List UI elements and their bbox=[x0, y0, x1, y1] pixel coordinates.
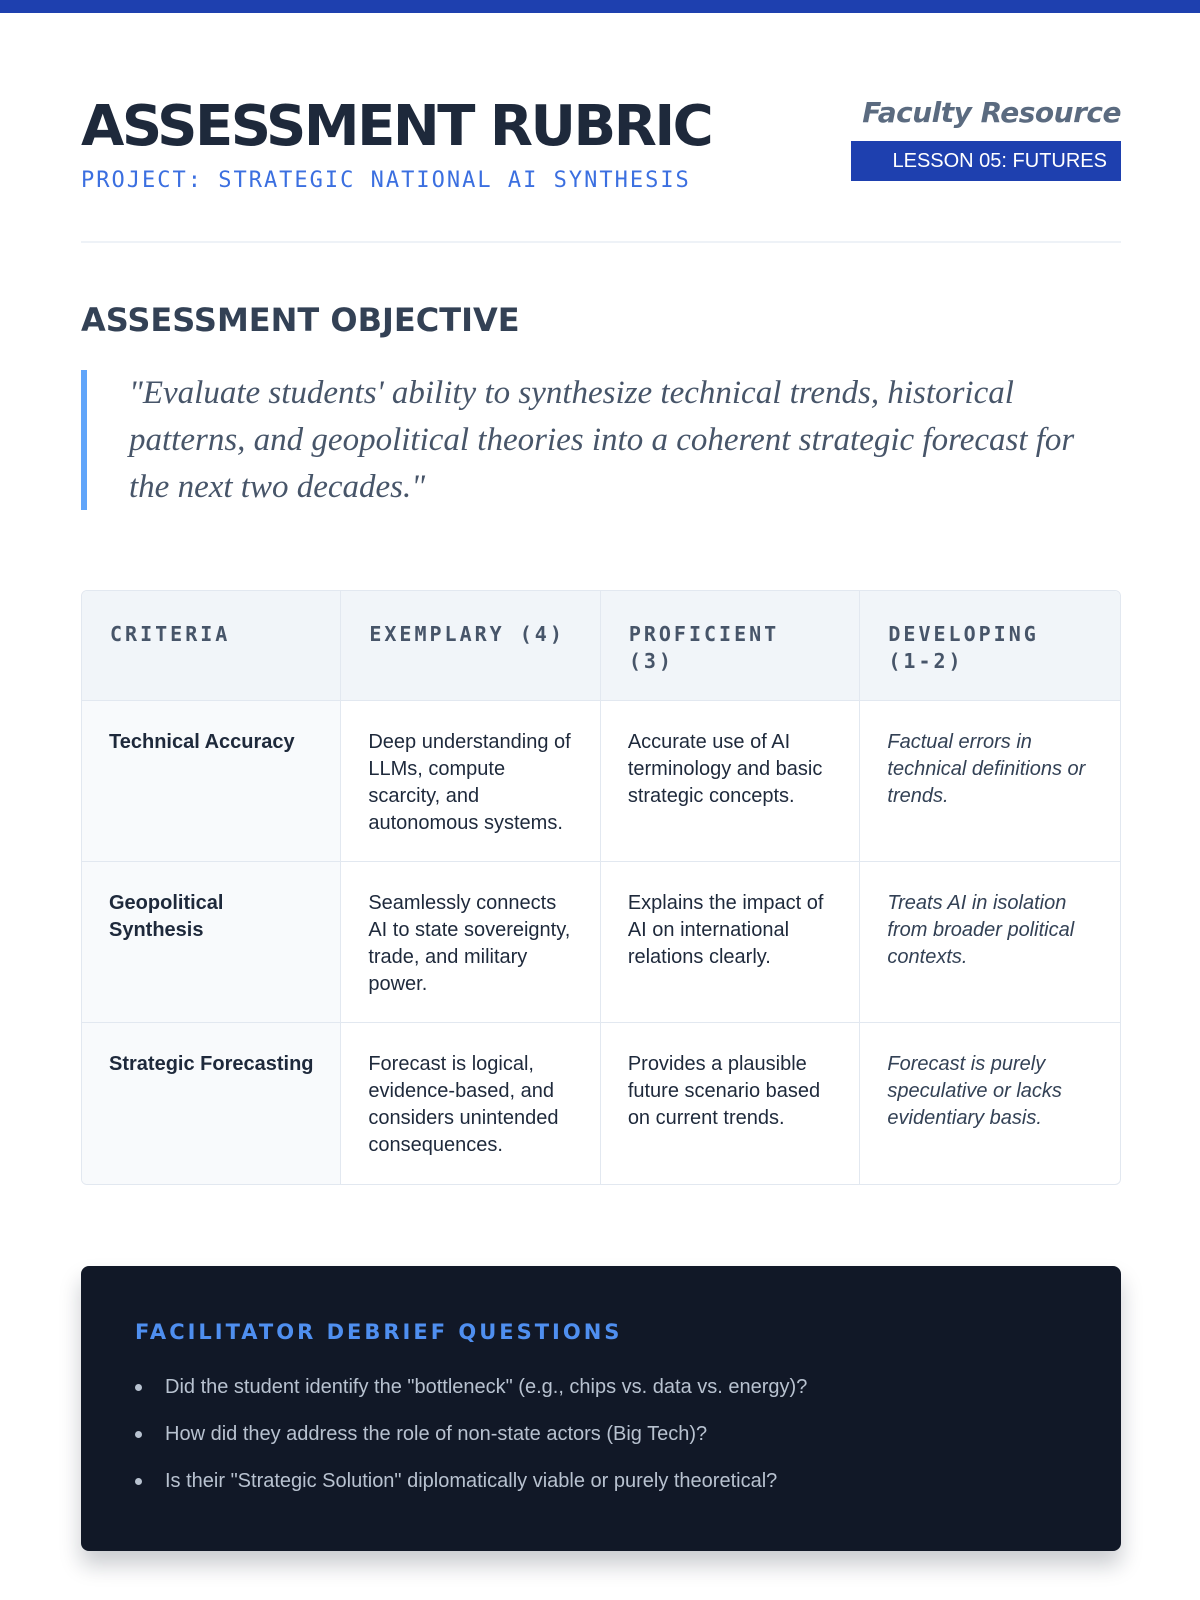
proficient-cell: Accurate use of AI terminology and basic strategic concepts. bbox=[601, 701, 861, 862]
debrief-question-list bbox=[135, 1372, 1067, 1513]
table-row bbox=[82, 1023, 1120, 1184]
column-header-exemplary: EXEMPLARY (4) bbox=[341, 591, 600, 701]
criterion-cell: Technical Accuracy bbox=[82, 701, 341, 862]
rubric-table bbox=[81, 590, 1121, 1185]
objective-heading: ASSESSMENT OBJECTIVE bbox=[81, 301, 520, 339]
project-subtitle: PROJECT: STRATEGIC NATIONAL AI SYNTHESIS bbox=[81, 168, 691, 193]
column-header-criteria: CRITERIA bbox=[82, 591, 341, 701]
debrief-title: FACILITATOR DEBRIEF QUESTIONS bbox=[135, 1320, 623, 1344]
proficient-cell: Explains the impact of AI on international relations clearly. bbox=[601, 862, 861, 1023]
criterion-cell: Geopolitical Synthesis bbox=[82, 862, 341, 1023]
list-item bbox=[135, 1372, 1067, 1419]
objective-quote-text: "Evaluate students' ability to synthesize technical trends, historical patterns, and geopolitical theories into a coherent strategic forecast for the next two decades." bbox=[129, 375, 1075, 505]
top-accent-bar bbox=[0, 0, 1200, 13]
exemplary-cell: Forecast is logical, evidence-based, and considers unintended consequences. bbox=[341, 1023, 600, 1184]
faculty-resource-label: Faculty Resource bbox=[862, 96, 1121, 129]
debrief-question: How did they address the role of non-state actors (Big Tech)? bbox=[165, 1423, 708, 1445]
criterion-cell: Strategic Forecasting bbox=[82, 1023, 341, 1184]
header bbox=[81, 92, 1121, 242]
exemplary-cell: Deep understanding of LLMs, compute scarcity, and autonomous systems. bbox=[341, 701, 600, 862]
developing-cell: Treats AI in isolation from broader political contexts. bbox=[860, 862, 1120, 1023]
proficient-cell: Provides a plausible future scenario based on current trends. bbox=[601, 1023, 861, 1184]
list-item bbox=[135, 1466, 1067, 1513]
developing-cell: Forecast is purely speculative or lacks evidentiary basis. bbox=[887, 1053, 1062, 1129]
list-item bbox=[135, 1419, 1067, 1466]
header-divider bbox=[81, 241, 1121, 243]
table-row bbox=[82, 701, 1120, 862]
debrief-question: Did the student identify the "bottleneck" (e.g., chips vs. data vs. energy)? bbox=[165, 1376, 808, 1398]
bullet-icon bbox=[135, 1431, 142, 1438]
debrief-panel bbox=[81, 1266, 1121, 1551]
rubric-header-row bbox=[82, 591, 1120, 701]
debrief-question: Is their "Strategic Solution" diplomatically viable or purely theoretical? bbox=[165, 1470, 778, 1492]
page-title: ASSESSMENT RUBRIC bbox=[81, 94, 712, 159]
bullet-icon bbox=[135, 1478, 142, 1485]
developing-cell: Factual errors in technical definitions or trends. bbox=[860, 701, 1120, 862]
objective-quote bbox=[81, 370, 1121, 510]
lesson-badge: LESSON 05: FUTURES bbox=[851, 141, 1121, 181]
table-row bbox=[82, 862, 1120, 1023]
column-header-developing: DEVELOPING (1-2) bbox=[860, 591, 1120, 701]
bullet-icon bbox=[135, 1384, 142, 1391]
exemplary-cell: Seamlessly connects AI to state sovereignty, trade, and military power. bbox=[341, 862, 600, 1023]
column-header-proficient: PROFICIENT (3) bbox=[601, 591, 861, 701]
